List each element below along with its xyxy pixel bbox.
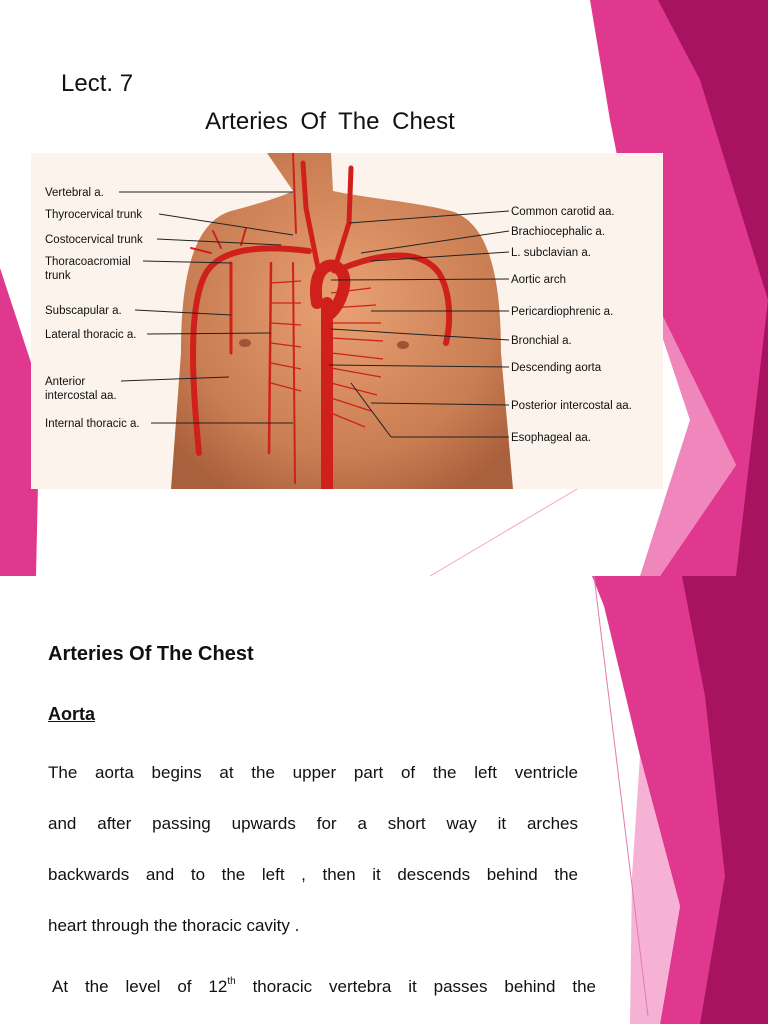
paragraph-line-3: backwards and to the left , then it descends behind the: [48, 865, 578, 884]
label-aortic-arch: Aortic arch: [511, 274, 566, 286]
line-5-end: thoracic vertebra it passes behind the: [252, 977, 596, 996]
label-thoracoacromial-trunk: trunk: [45, 270, 71, 282]
label-brachiocephalic: Brachiocephalic a.: [511, 226, 605, 238]
label-thyrocervical-trunk: Thyrocervical trunk: [45, 209, 143, 221]
slide-1-title: Arteries Of The Chest: [205, 108, 455, 135]
paragraph-line-1: The aorta begins at the upper part of the left ventricle: [48, 763, 578, 782]
label-anterior: Anterior: [45, 376, 86, 388]
label-subscapular-artery: Subscapular a.: [45, 305, 122, 317]
label-lateral-thoracic-artery: Lateral thoracic a.: [45, 329, 137, 341]
label-common-carotid: Common carotid aa.: [511, 206, 615, 218]
chest-arteries-figure: [31, 153, 663, 489]
paragraph-line-2: and after passing upwards for a short way it arches: [48, 814, 578, 833]
label-descending-aorta: Descending aorta: [511, 362, 602, 374]
label-posterior-intercostal: Posterior intercostal aa.: [511, 400, 632, 412]
ordinal-suffix: th: [227, 976, 236, 987]
label-left-subclavian: L. subclavian a.: [511, 247, 591, 259]
label-pericardiophrenic: Pericardiophrenic a.: [511, 306, 614, 318]
line-5-start: At the level of 12: [52, 977, 228, 996]
label-internal-thoracic-artery: Internal thoracic a.: [45, 418, 140, 430]
slide-2-heading: Arteries Of The Chest: [48, 643, 254, 665]
lecture-number: Lect. 7: [61, 70, 134, 97]
label-esophageal: Esophageal aa.: [511, 432, 591, 444]
label-anterior-intercostal: intercostal aa.: [45, 390, 117, 402]
label-vertebral-artery: Vertebral a.: [45, 187, 104, 199]
label-thoracoacromial: Thoracoacromial: [45, 256, 131, 268]
label-bronchial: Bronchial a.: [511, 335, 572, 347]
label-costocervical-trunk: Costocervical trunk: [45, 234, 143, 246]
paragraph-line-5: [52, 972, 596, 997]
aorta-subheading: Aorta: [48, 704, 96, 724]
paragraph-line-4: heart through the thoracic cavity .: [48, 916, 300, 935]
